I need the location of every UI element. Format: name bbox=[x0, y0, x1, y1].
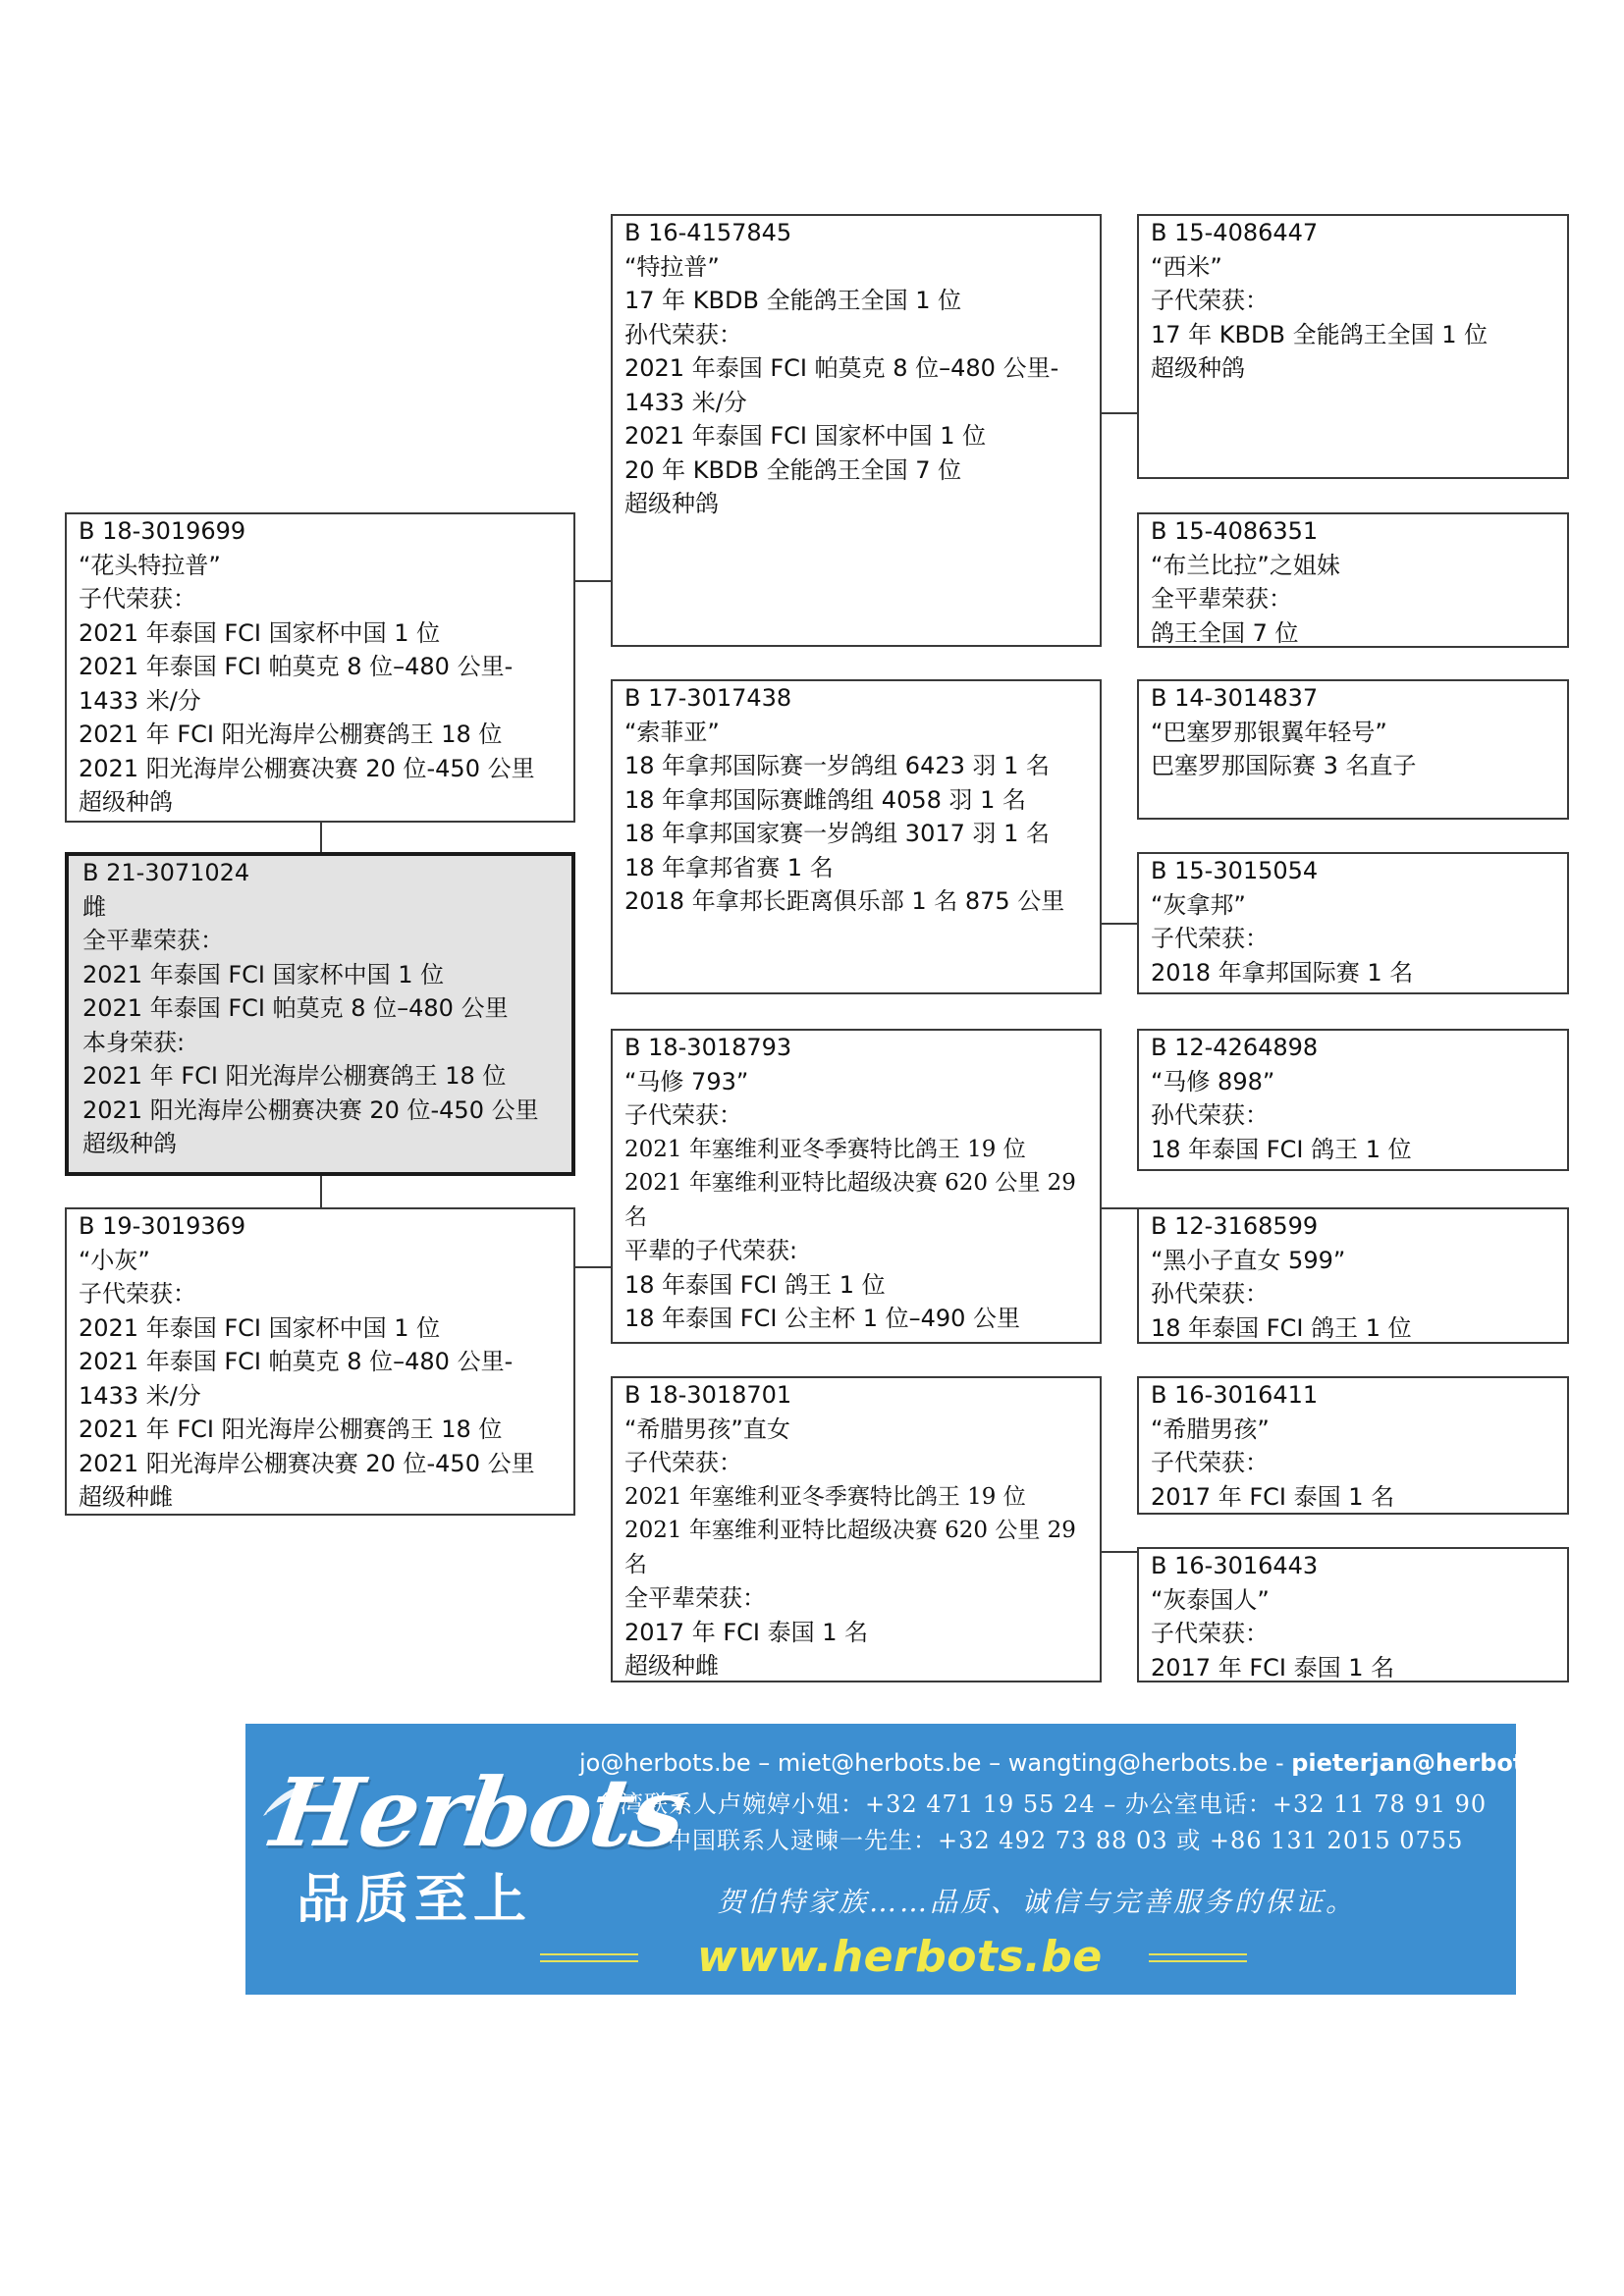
banner-motto: 贺伯特家族……品质、诚信与完善服务的保证。 bbox=[717, 1886, 1357, 1918]
pedigree-line: 子代荣获： bbox=[1151, 925, 1269, 952]
pedigree-line: 18 年拿邦国家赛一岁鸽组 3017 羽 1 名 bbox=[624, 820, 1051, 847]
pedigree-line: 2021 年塞维利亚特比超级决赛 620 公里 29 bbox=[624, 1518, 1076, 1543]
ring-number: B 16-4157845 bbox=[624, 219, 792, 246]
taiwan-contact: 台湾联系人卢婉婷小姐：+32 471 19 55 24 – 办公室电话：+32 11 78 91 90 bbox=[595, 1790, 1488, 1818]
ring-number: B 16-3016411 bbox=[1151, 1381, 1319, 1409]
decorative-line bbox=[540, 1960, 638, 1962]
herbots-logo: Herbots bbox=[265, 1757, 691, 1868]
emails-text: jo@herbots.be – miet@herbots.be – wangting@herbots.be - bbox=[579, 1749, 1292, 1777]
contact-emails bbox=[579, 1749, 1580, 1777]
decorative-line bbox=[1149, 1953, 1247, 1955]
pedigree-line: 2021 年泰国 FCI 国家杯中国 1 位 bbox=[79, 618, 441, 647]
pedigree-line: 本身荣获: bbox=[82, 1028, 186, 1056]
pedigree-line: “西米” bbox=[1151, 252, 1222, 281]
pedigree-line: 2021 阳光海岸公棚赛决赛 20 位-450 公里 bbox=[79, 754, 535, 782]
pedigree-line: “索菲亚” bbox=[624, 718, 720, 746]
pedigree-line: 2021 年塞维利亚冬季赛特比鸽王 19 位 bbox=[624, 1483, 1026, 1510]
decorative-line bbox=[1149, 1960, 1247, 1962]
pedigree-line: 18 年拿邦国际赛雌鸽组 4058 羽 1 名 bbox=[624, 785, 1027, 814]
connector bbox=[573, 580, 613, 582]
pedigree-line: 全平辈荣获： bbox=[82, 927, 224, 954]
pedigree-line: 18 年拿邦省赛 1 名 bbox=[624, 853, 834, 881]
pedigree-line: 18 年拿邦国际赛一岁鸽组 6423 羽 1 名 bbox=[624, 752, 1051, 779]
ring-number: B 16-3016443 bbox=[1151, 1552, 1319, 1579]
pedigree-line: 子代荣获： bbox=[624, 1101, 742, 1129]
connector bbox=[320, 1174, 322, 1207]
pedigree-line: 17 年 KBDB 全能鸽王全国 1 位 bbox=[1151, 320, 1489, 348]
ring-number: B 15-4086351 bbox=[1151, 517, 1319, 545]
pedigree-sire-dam-card bbox=[611, 679, 1102, 994]
pedigree-line: 2021 年 FCI 阳光海岸公棚赛鸽王 18 位 bbox=[82, 1062, 507, 1090]
pedigree-line: 雌 bbox=[82, 892, 106, 921]
ring-number: B 12-4264898 bbox=[1151, 1034, 1319, 1061]
pedigree-line: 2021 年泰国 FCI 帕莫克 8 位–480 公里- bbox=[624, 354, 1059, 382]
pedigree-line: “布兰比拉”之姐妹 bbox=[1151, 551, 1340, 579]
ring-number: B 14-3014837 bbox=[1151, 684, 1319, 712]
pedigree-line: 17 年 KBDB 全能鸽王全国 1 位 bbox=[624, 287, 962, 314]
connector bbox=[1100, 1551, 1139, 1553]
pedigree-line: 超级种鸽 bbox=[79, 788, 173, 816]
pedigree-line: 子代荣获： bbox=[79, 585, 196, 613]
pedigree-line: 2017 年 FCI 泰国 1 名 bbox=[624, 1618, 869, 1646]
pedigree-ds-sire-card bbox=[1137, 1029, 1569, 1171]
pedigree-line: 全平辈荣获： bbox=[1151, 585, 1292, 613]
contact-banner bbox=[245, 1724, 1581, 1995]
pedigree-line: 2021 阳光海岸公棚赛决赛 20 位-450 公里 bbox=[82, 1095, 539, 1124]
decorative-line bbox=[540, 1953, 638, 1955]
pedigree-line: “马修 898” bbox=[1151, 1067, 1275, 1095]
ring-number: B 18-3018793 bbox=[624, 1034, 792, 1061]
pedigree-line: 子代荣获： bbox=[624, 1449, 742, 1476]
pedigree-line: 全平辈荣获： bbox=[624, 1584, 766, 1612]
pedigree-dd-dam-card bbox=[1137, 1547, 1569, 1682]
website-link[interactable]: www.herbots.be bbox=[697, 1932, 1103, 1982]
pedigree-line: 2021 年 FCI 阳光海岸公棚赛鸽王 18 位 bbox=[79, 1415, 503, 1443]
connector bbox=[320, 823, 322, 852]
pedigree-line: 20 年 KBDB 全能鸽王全国 7 位 bbox=[624, 455, 962, 484]
pedigree-line: 子代荣获： bbox=[1151, 1449, 1269, 1476]
pedigree-line: 超级种鸽 bbox=[82, 1130, 177, 1157]
connector bbox=[573, 1266, 613, 1268]
pedigree-line: 18 年泰国 FCI 公主杯 1 位–490 公里 bbox=[624, 1305, 1021, 1332]
pedigree-ss-sire-card bbox=[1137, 214, 1569, 479]
pedigree-dam-card bbox=[65, 1207, 575, 1516]
pedigree-line: 名 bbox=[624, 1203, 647, 1230]
pedigree-line: “灰拿邦” bbox=[1151, 890, 1246, 919]
pedigree-dam-sire-card bbox=[611, 1029, 1102, 1344]
pedigree-dam-dam-card bbox=[611, 1376, 1102, 1682]
ring-number: B 17-3017438 bbox=[624, 684, 792, 712]
pedigree-line: 2021 年泰国 FCI 国家杯中国 1 位 bbox=[624, 422, 987, 450]
pedigree-line: 2017 年 FCI 泰国 1 名 bbox=[1151, 1653, 1395, 1682]
pedigree-ss-dam-card bbox=[1137, 512, 1569, 648]
emails-bold: pieterjan@herbots.be bbox=[1291, 1749, 1581, 1777]
pedigree-line: “希腊男孩”直女 bbox=[624, 1415, 790, 1443]
pedigree-line: 2021 年泰国 FCI 帕莫克 8 位–480 公里 bbox=[82, 994, 509, 1022]
pedigree-line: “黑小子直女 599” bbox=[1151, 1246, 1346, 1274]
pedigree-line: “希腊男孩” bbox=[1151, 1415, 1270, 1443]
pedigree-line: 18 年泰国 FCI 鸽王 1 位 bbox=[1151, 1135, 1412, 1163]
pedigree-line: “灰泰国人” bbox=[1151, 1585, 1270, 1614]
pedigree-line: 2018 年拿邦国际赛 1 名 bbox=[1151, 958, 1414, 987]
ring-number: B 15-3015054 bbox=[1151, 857, 1319, 884]
pedigree-line: 18 年泰国 FCI 鸽王 1 位 bbox=[624, 1270, 886, 1299]
pedigree-line: “特拉普” bbox=[624, 252, 720, 281]
pedigree-line: 鸽王全国 7 位 bbox=[1151, 618, 1299, 647]
ring-number: B 18-3019699 bbox=[79, 517, 246, 545]
pedigree-line: 子代荣获： bbox=[79, 1280, 196, 1308]
pedigree-line: “马修 793” bbox=[624, 1067, 749, 1095]
pedigree-line: 2021 年泰国 FCI 国家杯中国 1 位 bbox=[82, 960, 445, 988]
pedigree-line: 巴塞罗那国际赛 3 名直子 bbox=[1151, 752, 1417, 779]
pedigree-line: 1433 米/分 bbox=[79, 1381, 201, 1410]
pedigree-line: 1433 米/分 bbox=[79, 686, 201, 715]
pedigree-line: 名 bbox=[624, 1551, 647, 1577]
ring-number: B 18-3018701 bbox=[624, 1381, 792, 1409]
pedigree-line: 2021 年泰国 FCI 帕莫克 8 位–480 公里- bbox=[79, 1348, 514, 1375]
pedigree-line: 2021 年泰国 FCI 帕莫克 8 位–480 公里- bbox=[79, 653, 514, 680]
pedigree-line: 2018 年拿邦长距离俱乐部 1 名 875 公里 bbox=[624, 887, 1065, 915]
pedigree-line: “小灰” bbox=[79, 1246, 150, 1274]
pedigree-line: 超级种雌 bbox=[624, 1652, 719, 1680]
connector bbox=[1100, 412, 1139, 414]
ring-number: B 21-3071024 bbox=[82, 859, 250, 886]
pedigree-sd-sire-card bbox=[1137, 679, 1569, 820]
pedigree-line: “巴塞罗那银翼年轻号” bbox=[1151, 718, 1387, 746]
pedigree-subject-card bbox=[65, 852, 575, 1176]
pedigree-sd-dam-card bbox=[1137, 852, 1569, 994]
pedigree-line: 子代荣获： bbox=[1151, 287, 1269, 314]
pedigree-line: 超级种鸽 bbox=[1151, 354, 1245, 382]
pedigree-line: 超级种雌 bbox=[79, 1483, 173, 1511]
connector bbox=[1100, 923, 1139, 925]
ring-number: B 15-4086447 bbox=[1151, 219, 1319, 246]
pedigree-line: 18 年泰国 FCI 鸽王 1 位 bbox=[1151, 1313, 1412, 1342]
pedigree-line: 2021 年 FCI 阳光海岸公棚赛鸽王 18 位 bbox=[79, 721, 503, 748]
china-contact: 中国联系人逯暕一先生：+32 492 73 88 03 或 +86 131 2015 0755 bbox=[668, 1827, 1464, 1854]
pedigree-line: 孙代荣获： bbox=[624, 320, 742, 348]
pedigree-line: 2021 年塞维利亚特比超级决赛 620 公里 29 bbox=[624, 1170, 1076, 1196]
pedigree-line: 2017 年 FCI 泰国 1 名 bbox=[1151, 1482, 1395, 1511]
ring-number: B 12-3168599 bbox=[1151, 1212, 1319, 1240]
pedigree-line: 超级种鸽 bbox=[624, 490, 719, 517]
connector bbox=[1100, 1207, 1139, 1209]
pedigree-ds-dam-card bbox=[1137, 1207, 1569, 1344]
ring-number: B 19-3019369 bbox=[79, 1212, 246, 1240]
pedigree-sire-card bbox=[65, 512, 575, 823]
pedigree-line: 2021 年塞维利亚冬季赛特比鸽王 19 位 bbox=[624, 1136, 1026, 1162]
pedigree-line: 1433 米/分 bbox=[624, 388, 747, 416]
pedigree-line: 2021 阳光海岸公棚赛决赛 20 位-450 公里 bbox=[79, 1449, 535, 1477]
pedigree-line: 2021 年泰国 FCI 国家杯中国 1 位 bbox=[79, 1313, 441, 1342]
pedigree-line: 子代荣获： bbox=[1151, 1620, 1269, 1647]
pedigree-sire-sire-card bbox=[611, 214, 1102, 647]
pedigree-line: 平辈的子代荣获: bbox=[624, 1237, 798, 1264]
pedigree-line: 孙代荣获： bbox=[1151, 1101, 1269, 1129]
banner-slogan: 品质至上 bbox=[297, 1868, 532, 1930]
pedigree-line: 孙代荣获： bbox=[1151, 1280, 1269, 1308]
pedigree-dd-sire-card bbox=[1137, 1376, 1569, 1515]
pedigree-line: “花头特拉普” bbox=[79, 551, 221, 579]
